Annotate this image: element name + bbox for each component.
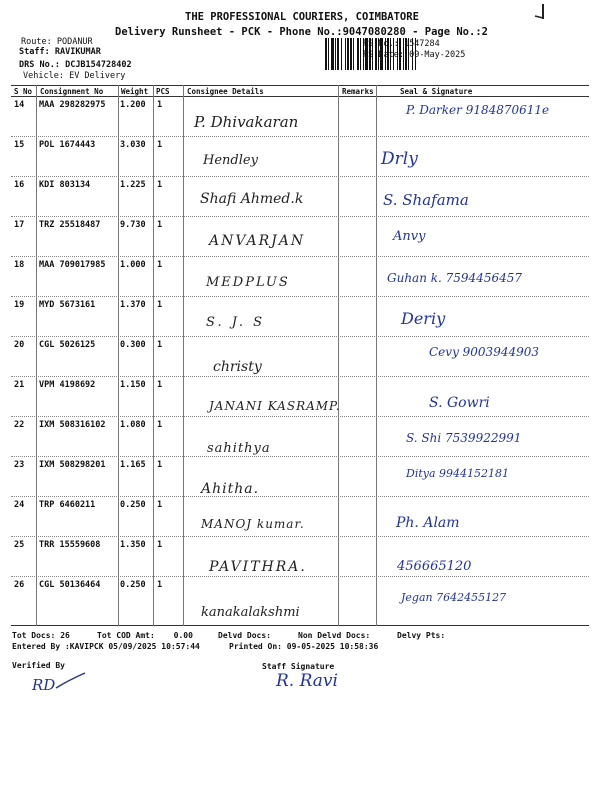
staff-line — [19, 47, 101, 57]
row-consignment: CGL 50136464 — [39, 580, 101, 590]
row-weight: 1.225 — [120, 180, 146, 190]
row-weight: 1.350 — [120, 540, 146, 550]
row-sno: 19 — [14, 300, 25, 310]
row-weight: 0.250 — [120, 500, 146, 510]
row-sno: 18 — [14, 260, 25, 270]
col-header-seal: Seal & Signature — [400, 87, 473, 96]
col-header-remarks: Remarks — [342, 87, 374, 96]
seal-handwriting: Deriy — [401, 309, 446, 328]
table-row — [11, 377, 589, 417]
consignee-handwriting: sahithya — [207, 441, 271, 456]
vehicle-line — [23, 71, 125, 81]
seal-handwriting: 456665120 — [397, 559, 472, 574]
rs-date-line — [363, 50, 465, 60]
row-sno: 17 — [14, 220, 25, 230]
seal-handwriting: Guhan k. 7594456457 — [387, 271, 522, 285]
row-consignment: POL 1674443 — [39, 140, 96, 150]
row-pcs: 1 — [157, 420, 163, 430]
row-sno: 25 — [14, 540, 25, 550]
row-consignment: MYD 5673161 — [39, 300, 96, 310]
table-row — [11, 177, 589, 217]
row-pcs: 1 — [157, 380, 163, 390]
consignee-handwriting: ANVARJAN — [209, 233, 306, 249]
staff-label: Staff: — [19, 47, 50, 57]
consignee-handwriting: PAVITHRA. — [209, 559, 307, 575]
row-weight: 1.080 — [120, 420, 146, 430]
entered-by: Entered By :KAVIPCK 05/09/2025 10:57:44 — [12, 642, 200, 651]
staff-signature: R. Ravi — [276, 671, 338, 691]
col-header-consignee: Consignee Details — [187, 87, 264, 96]
row-weight: 1.000 — [120, 260, 146, 270]
row-weight: 0.250 — [120, 580, 146, 590]
table-row — [11, 297, 589, 337]
row-pcs: 1 — [157, 180, 163, 190]
row-pcs: 1 — [157, 220, 163, 230]
seal-handwriting: Cevy 9003944903 — [429, 345, 540, 359]
company-title: THE PROFESSIONAL COURIERS, COIMBATORE — [185, 11, 419, 23]
verified-signature-stroke-icon — [55, 672, 87, 690]
seal-handwriting: Ditya 9944152181 — [406, 467, 510, 480]
seal-handwriting: P. Darker 9184870611e — [406, 103, 550, 117]
table-row — [11, 137, 589, 177]
table-row — [11, 337, 589, 377]
runsheet-title: Delivery Runsheet - PCK - Phone No.:9047080280 - Page No.:2 — [115, 26, 488, 38]
row-consignment: IXM 508298201 — [39, 460, 106, 470]
row-sno: 24 — [14, 500, 25, 510]
row-sno: 15 — [14, 140, 25, 150]
table-row — [11, 577, 589, 620]
row-consignment: TRZ 25518487 — [39, 220, 101, 230]
seal-handwriting: Anvy — [393, 229, 426, 244]
row-consignment: IXM 508316102 — [39, 420, 106, 430]
seal-handwriting: Ph. Alam — [396, 515, 460, 531]
staff-value: RAVIKUMAR — [54, 47, 101, 57]
rs-no-label: RS No.: — [363, 39, 399, 49]
table-row — [11, 97, 589, 137]
table-row — [11, 537, 589, 577]
drs-line — [19, 60, 132, 70]
table-row — [11, 257, 589, 297]
consignee-handwriting: Ahitha. — [201, 481, 260, 497]
row-weight: 1.165 — [120, 460, 146, 470]
col-header-sno: S No — [14, 87, 33, 96]
consignee-handwriting: Shafi Ahmed.k — [200, 191, 304, 207]
route-label: Route: — [21, 37, 52, 47]
consignee-handwriting: P. Dhivakaran — [194, 113, 299, 131]
consignee-handwriting: Hendley — [203, 153, 258, 168]
row-consignment: TRP 6460211 — [39, 500, 96, 510]
printed-on: Printed On: 09-05-2025 10:58:36 — [229, 642, 379, 651]
row-weight: 1.200 — [120, 100, 146, 110]
row-pcs: 1 — [157, 460, 163, 470]
route-line — [21, 37, 93, 47]
seal-handwriting: Jegan 7642455127 — [401, 591, 507, 604]
vehicle-value: EV Delivery — [69, 71, 126, 81]
tot-docs-label: Tot Docs: — [12, 631, 56, 640]
row-sno: 23 — [14, 460, 25, 470]
row-pcs: 1 — [157, 340, 163, 350]
consignee-handwriting: S. J. S — [206, 315, 266, 330]
tot-cod-value: 0.00 — [173, 631, 193, 640]
drs-value: DCJB154728402 — [65, 60, 132, 70]
rs-date-value: 09-May-2025 — [409, 50, 466, 60]
col-header-consignment: Consignment No — [40, 87, 104, 96]
row-pcs: 1 — [157, 100, 163, 110]
row-weight: 3.030 — [120, 140, 146, 150]
col-header-pcs: PCS — [156, 87, 170, 96]
consignee-handwriting: JANANI KASRAMP. — [209, 399, 341, 413]
row-pcs: 1 — [157, 140, 163, 150]
runsheet-table — [11, 85, 589, 626]
consignee-handwriting: MANOJ kumar. — [201, 517, 305, 531]
row-sno: 21 — [14, 380, 25, 390]
row-pcs: 1 — [157, 300, 163, 310]
row-pcs: 1 — [157, 260, 163, 270]
row-consignment: MAA 298282975 — [39, 100, 106, 110]
drs-label: DRS No.: — [19, 60, 60, 70]
table-row — [11, 497, 589, 537]
seal-handwriting: S. Shafama — [383, 191, 469, 209]
corner-mark-icon — [533, 4, 547, 20]
delvy-pts-label: Delvy Pts: — [397, 631, 446, 640]
consignee-handwriting: christy — [213, 359, 262, 375]
table-row — [11, 417, 589, 457]
route-value: PODANUR — [56, 37, 93, 47]
rs-no-value: 1547284 — [403, 39, 440, 49]
row-sno: 14 — [14, 100, 25, 110]
rs-no-line — [363, 39, 440, 49]
row-sno: 16 — [14, 180, 25, 190]
verified-signature: RD — [32, 676, 56, 694]
row-sno: 22 — [14, 420, 25, 430]
table-row — [11, 217, 589, 257]
row-pcs: 1 — [157, 580, 163, 590]
row-sno: 26 — [14, 580, 25, 590]
table-top-border — [11, 85, 589, 86]
row-weight: 9.730 — [120, 220, 146, 230]
seal-handwriting: S. Shi 7539922991 — [406, 431, 522, 445]
seal-handwriting: Drly — [381, 149, 418, 169]
delvd-docs-label: Delvd Docs: — [218, 631, 271, 640]
row-consignment: TRR 15559608 — [39, 540, 101, 550]
table-row — [11, 457, 589, 497]
row-consignment: CGL 5026125 — [39, 340, 96, 350]
vehicle-label: Vehicle: — [23, 71, 64, 81]
row-consignment: KDI 803134 — [39, 180, 91, 190]
footer-totals — [12, 631, 70, 640]
consignee-handwriting: kanakalakshmi — [201, 605, 300, 620]
row-weight: 1.370 — [120, 300, 146, 310]
staff-signature-label: Staff Signature — [262, 662, 335, 671]
non-delvd-docs-label: Non Delvd Docs: — [298, 631, 371, 640]
rs-date-label: RS Date: — [363, 50, 404, 60]
tot-cod-label: Tot COD Amt: — [97, 631, 155, 640]
row-pcs: 1 — [157, 500, 163, 510]
col-header-weight: Weight — [121, 87, 149, 96]
verified-by-label: Verified By — [12, 661, 65, 670]
row-consignment: MAA 709017985 — [39, 260, 106, 270]
consignee-handwriting: MEDPLUS — [206, 275, 290, 290]
row-weight: 1.150 — [120, 380, 146, 390]
footer-cod — [97, 631, 193, 640]
seal-handwriting: S. Gowri — [429, 395, 490, 411]
row-weight: 0.300 — [120, 340, 146, 350]
tot-docs-value: 26 — [60, 631, 70, 640]
row-consignment: VPM 4198692 — [39, 380, 96, 390]
table-bottom-border — [11, 625, 589, 626]
row-pcs: 1 — [157, 540, 163, 550]
row-sno: 20 — [14, 340, 25, 350]
